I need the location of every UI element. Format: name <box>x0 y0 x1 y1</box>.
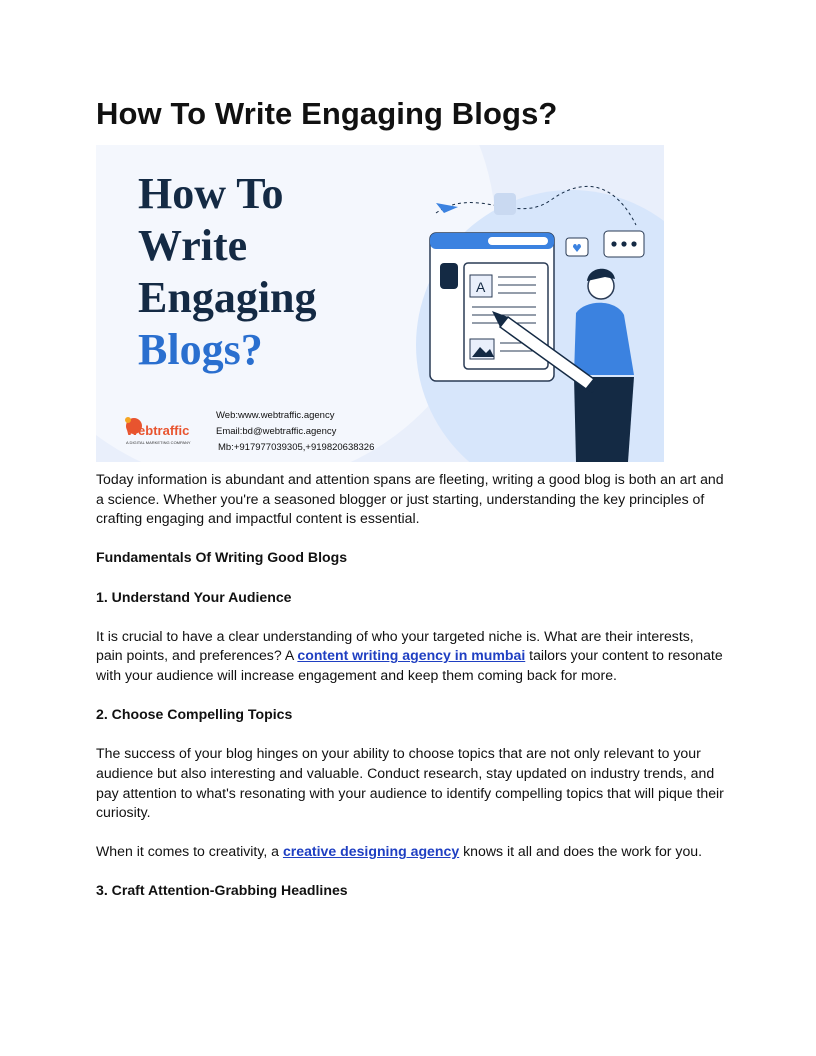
hero-headline-line2: Write <box>138 221 248 270</box>
heading-understand-audience: 1. Understand Your Audience <box>96 588 292 605</box>
contact-email: Email:bd@webtraffic.agency <box>216 426 337 437</box>
brand-name: Webtraffic <box>126 423 190 438</box>
hero-headline-line3: Engaging <box>138 273 317 322</box>
intro-paragraph: Today information is abundant and attention spans are fleeting, writing a good blog is both an art and a science. Whether you're a seasoned blogger or just starting, understanding the key principles of crafting engaging and impactful content is essential. <box>96 471 724 527</box>
svg-text:A: A <box>476 279 486 295</box>
text-segment: knows it all and does the work for you. <box>459 843 703 860</box>
text-segment: It is crucial to have a clear understanding of who your targeted niche is. What are their interests, pain points, and preferences? A <box>96 627 694 664</box>
text-segment: tailors your content to resonate with your audience will increase engagement and keep them coming back for more. <box>96 647 723 683</box>
content-writing-agency-link[interactable]: content writing agency in mumbai <box>297 647 526 664</box>
paragraph-creative <box>96 842 724 862</box>
article-body <box>96 470 724 921</box>
hero-headline-line1: How To <box>138 169 284 218</box>
hero-headline-line4: Blogs? <box>138 325 263 374</box>
brand-tagline: A DIGITAL MARKETING COMPANY <box>126 440 191 445</box>
text-segment: When it comes to creativity, a <box>96 843 283 860</box>
heading-compelling-topics: 2. Choose Compelling Topics <box>96 706 293 723</box>
search-icon <box>488 237 548 245</box>
paragraph-topics: The success of your blog hinges on your ability to choose topics that are not only relevant to your audience but also interesting and valuable. Conduct research, stay updated on industry trends, and pay attention to what's resonating with your audience to identify compelling topics that will pique their curiosity. <box>96 745 724 821</box>
contact-web: Web:www.webtraffic.agency <box>216 410 335 421</box>
contact-mobile: Mb:+917977039305,+919820638326 <box>218 442 375 453</box>
section-heading: Fundamentals Of Writing Good Blogs <box>96 549 348 566</box>
creative-designing-agency-link[interactable]: creative designing agency <box>282 843 460 860</box>
heading-headlines: 3. Craft Attention-Grabbing Headlines <box>96 882 348 899</box>
hero-image <box>96 145 664 462</box>
paragraph-audience <box>96 627 724 686</box>
page-title: How To Write Engaging Blogs? <box>96 96 558 131</box>
